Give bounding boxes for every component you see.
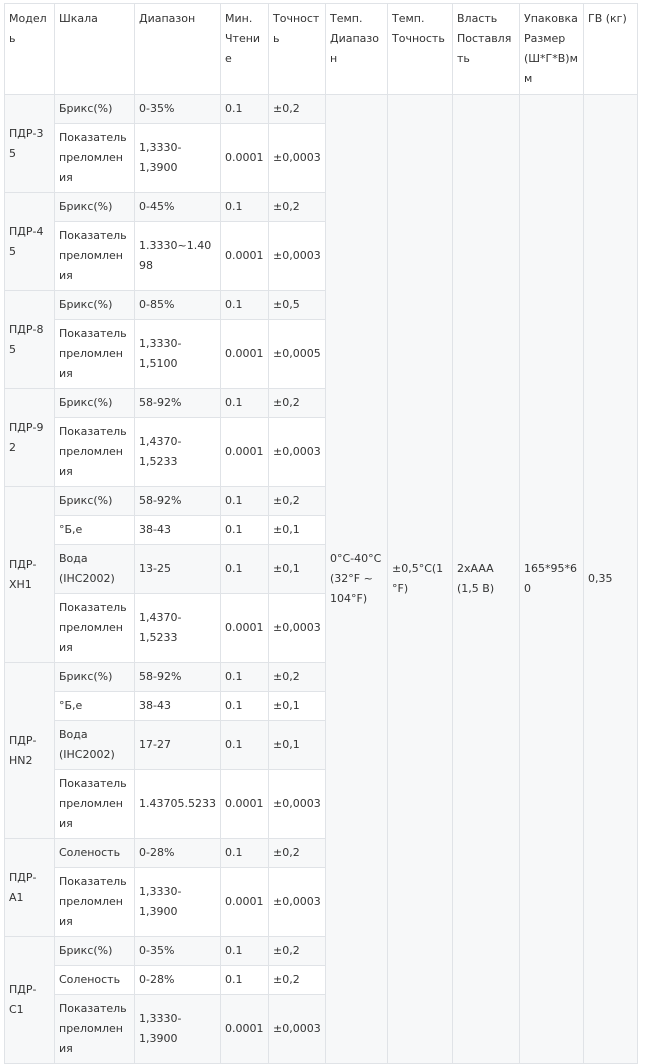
min-reading-cell: 0.0001 bbox=[221, 995, 269, 1064]
scale-cell: Вода (IHC2002) bbox=[55, 721, 135, 770]
scale-cell: Вода (IHC2002) bbox=[55, 545, 135, 594]
scale-cell: Соленость bbox=[55, 839, 135, 868]
accuracy-cell: ±0,1 bbox=[269, 516, 326, 545]
accuracy-cell: ±0,1 bbox=[269, 692, 326, 721]
specs-body bbox=[5, 95, 638, 1064]
scale-cell: Брикс(%) bbox=[55, 663, 135, 692]
range-cell: 58-92% bbox=[135, 663, 221, 692]
accuracy-cell: ±0,1 bbox=[269, 545, 326, 594]
accuracy-cell: ±0,2 bbox=[269, 966, 326, 995]
header-accuracy: Точность bbox=[269, 4, 326, 95]
range-cell: 38-43 bbox=[135, 516, 221, 545]
min-reading-cell: 0.1 bbox=[221, 937, 269, 966]
min-reading-cell: 0.0001 bbox=[221, 594, 269, 663]
accuracy-cell: ±0,2 bbox=[269, 193, 326, 222]
model-name: ПДР-HN2 bbox=[5, 663, 55, 839]
min-reading-cell: 0.1 bbox=[221, 692, 269, 721]
min-reading-cell: 0.0001 bbox=[221, 222, 269, 291]
accuracy-cell: ±0,0005 bbox=[269, 320, 326, 389]
min-reading-cell: 0.1 bbox=[221, 487, 269, 516]
range-cell: 58-92% bbox=[135, 389, 221, 418]
temp-accuracy-cell: ±0,5°C(1°F) bbox=[388, 95, 453, 1064]
min-reading-cell: 0.1 bbox=[221, 95, 269, 124]
scale-cell: Показатель преломления bbox=[55, 222, 135, 291]
model-name: ПДР-А1 bbox=[5, 839, 55, 937]
range-cell: 0-85% bbox=[135, 291, 221, 320]
scale-cell: Брикс(%) bbox=[55, 193, 135, 222]
min-reading-cell: 0.0001 bbox=[221, 418, 269, 487]
accuracy-cell: ±0,1 bbox=[269, 721, 326, 770]
min-reading-cell: 0.0001 bbox=[221, 320, 269, 389]
accuracy-cell: ±0,0003 bbox=[269, 770, 326, 839]
header-min-reading: Мин. Чтение bbox=[221, 4, 269, 95]
accuracy-cell: ±0,0003 bbox=[269, 995, 326, 1064]
accuracy-cell: ±0,0003 bbox=[269, 868, 326, 937]
scale-cell: Показатель преломления bbox=[55, 320, 135, 389]
range-cell: 1,3330-1,3900 bbox=[135, 995, 221, 1064]
range-cell: 1,4370-1,5233 bbox=[135, 418, 221, 487]
scale-cell: Брикс(%) bbox=[55, 291, 135, 320]
min-reading-cell: 0.1 bbox=[221, 966, 269, 995]
range-cell: 0-35% bbox=[135, 95, 221, 124]
range-cell: 1,3330-1,5100 bbox=[135, 320, 221, 389]
accuracy-cell: ±0,2 bbox=[269, 839, 326, 868]
specs-table bbox=[4, 3, 638, 1064]
range-cell: 0-35% bbox=[135, 937, 221, 966]
header-range: Диапазон bbox=[135, 4, 221, 95]
header-model: Модель bbox=[5, 4, 55, 95]
header-temp-range: Темп. Диапазон bbox=[326, 4, 388, 95]
accuracy-cell: ±0,2 bbox=[269, 937, 326, 966]
range-cell: 0-28% bbox=[135, 839, 221, 868]
min-reading-cell: 0.0001 bbox=[221, 868, 269, 937]
package-size-cell: 165*95*60 bbox=[520, 95, 584, 1064]
model-name: ПДР-С1 bbox=[5, 937, 55, 1064]
accuracy-cell: ±0,2 bbox=[269, 389, 326, 418]
scale-cell: Показатель преломления bbox=[55, 995, 135, 1064]
min-reading-cell: 0.1 bbox=[221, 721, 269, 770]
accuracy-cell: ±0,0003 bbox=[269, 594, 326, 663]
range-cell: 0-28% bbox=[135, 966, 221, 995]
accuracy-cell: ±0,5 bbox=[269, 291, 326, 320]
accuracy-cell: ±0,2 bbox=[269, 487, 326, 516]
scale-cell: Брикс(%) bbox=[55, 95, 135, 124]
accuracy-cell: ±0,0003 bbox=[269, 124, 326, 193]
scale-cell: Брикс(%) bbox=[55, 389, 135, 418]
range-cell: 1.43705.5233 bbox=[135, 770, 221, 839]
min-reading-cell: 0.0001 bbox=[221, 124, 269, 193]
scale-cell: °Б,е bbox=[55, 692, 135, 721]
min-reading-cell: 0.1 bbox=[221, 545, 269, 594]
scale-cell: °Б,е bbox=[55, 516, 135, 545]
min-reading-cell: 0.0001 bbox=[221, 770, 269, 839]
min-reading-cell: 0.1 bbox=[221, 389, 269, 418]
min-reading-cell: 0.1 bbox=[221, 663, 269, 692]
scale-cell: Брикс(%) bbox=[55, 487, 135, 516]
accuracy-cell: ±0,0003 bbox=[269, 222, 326, 291]
range-cell: 38-43 bbox=[135, 692, 221, 721]
range-cell: 1,3330-1,3900 bbox=[135, 124, 221, 193]
header-temp-accuracy: Темп. Точность bbox=[388, 4, 453, 95]
scale-cell: Показатель преломления bbox=[55, 770, 135, 839]
range-cell: 1,4370-1,5233 bbox=[135, 594, 221, 663]
min-reading-cell: 0.1 bbox=[221, 839, 269, 868]
accuracy-cell: ±0,2 bbox=[269, 663, 326, 692]
scale-cell: Показатель преломления bbox=[55, 124, 135, 193]
scale-cell: Соленость bbox=[55, 966, 135, 995]
range-cell: 0-45% bbox=[135, 193, 221, 222]
header-row bbox=[5, 4, 638, 95]
header-package-size: Упаковка Размер (Ш*Г*В)мм bbox=[520, 4, 584, 95]
temp-range-cell: 0°C-40°C (32°F ~ 104°F) bbox=[326, 95, 388, 1064]
scale-cell: Показатель преломления bbox=[55, 868, 135, 937]
scale-cell: Показатель преломления bbox=[55, 594, 135, 663]
min-reading-cell: 0.1 bbox=[221, 291, 269, 320]
model-name: ПДР-ХН1 bbox=[5, 487, 55, 663]
scale-cell: Брикс(%) bbox=[55, 937, 135, 966]
power-cell: 2xAAA (1,5 В) bbox=[453, 95, 520, 1064]
table-row bbox=[5, 95, 638, 124]
scale-cell: Показатель преломления bbox=[55, 418, 135, 487]
min-reading-cell: 0.1 bbox=[221, 516, 269, 545]
model-name: ПДР-35 bbox=[5, 95, 55, 193]
range-cell: 1.3330~1.4098 bbox=[135, 222, 221, 291]
accuracy-cell: ±0,0003 bbox=[269, 418, 326, 487]
header-power: Власть Поставлять bbox=[453, 4, 520, 95]
range-cell: 58-92% bbox=[135, 487, 221, 516]
header-scale: Шкала bbox=[55, 4, 135, 95]
gw-cell: 0,35 bbox=[584, 95, 638, 1064]
model-name: ПДР-45 bbox=[5, 193, 55, 291]
model-name: ПДР-92 bbox=[5, 389, 55, 487]
header-gw: ГВ (кг) bbox=[584, 4, 638, 95]
accuracy-cell: ±0,2 bbox=[269, 95, 326, 124]
range-cell: 1,3330-1,3900 bbox=[135, 868, 221, 937]
model-name: ПДР-85 bbox=[5, 291, 55, 389]
min-reading-cell: 0.1 bbox=[221, 193, 269, 222]
range-cell: 17-27 bbox=[135, 721, 221, 770]
range-cell: 13-25 bbox=[135, 545, 221, 594]
